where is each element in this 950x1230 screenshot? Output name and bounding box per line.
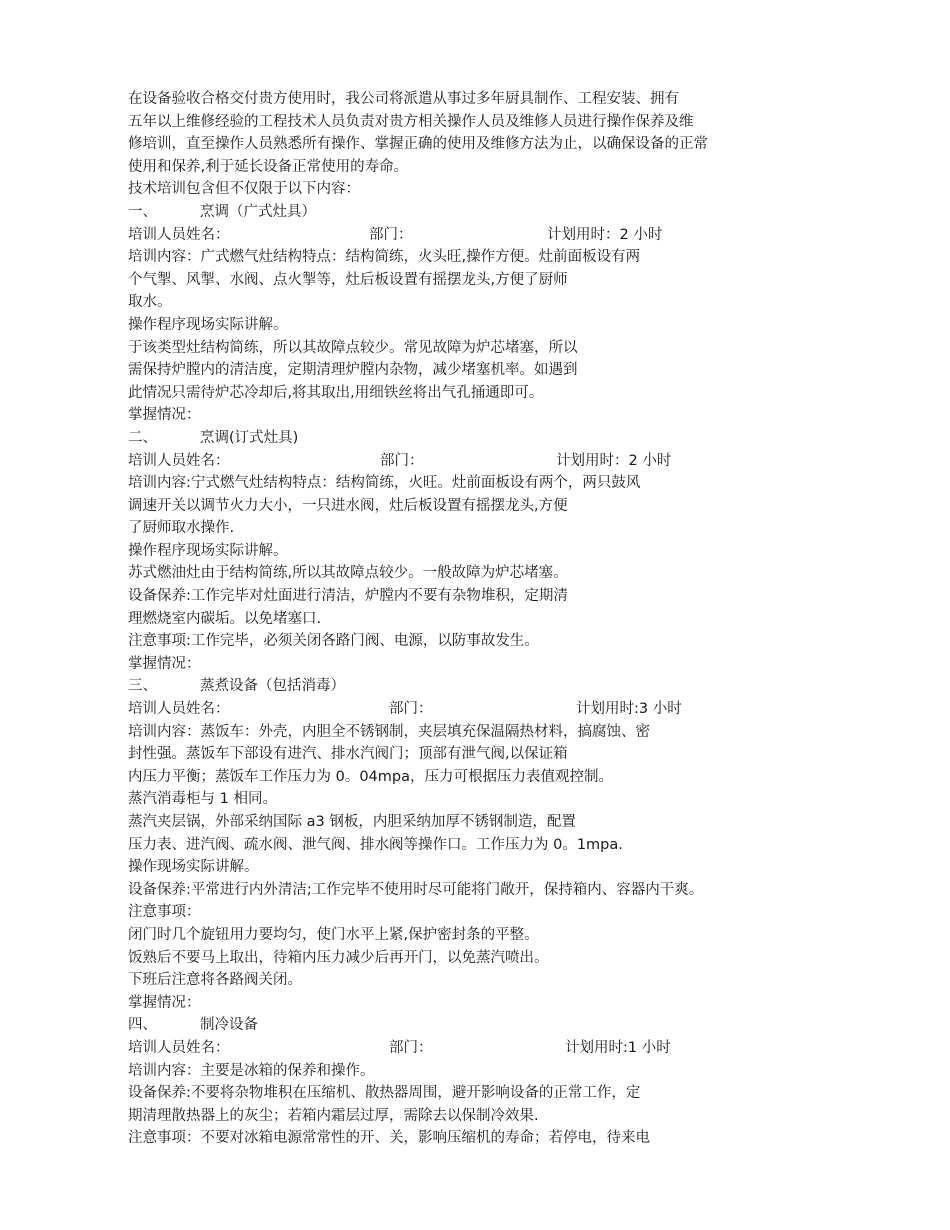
section-4-info-row [128, 1037, 910, 1060]
section-2-line-2: 调速开关以调节火力大小，一只进水阀，灶后板设置有摇摆龙头,方便 [128, 497, 568, 514]
intro-line-2: 五年以上维修经验的工程技术人员负责对贵方相关操作人员及维修人员进行操作保养及维 [128, 113, 694, 130]
section-3-line-4: 蒸汽消毒柜与 1 相同。 [128, 791, 277, 808]
section-4-heading [128, 1014, 910, 1037]
intro-line-3: 修培训，直至操作人员熟悉所有操作、掌握正确的使用及维修方法为止，以确保设备的正常 [128, 136, 708, 153]
trainee-name-label: 培训人员姓名： [128, 452, 230, 469]
section-2-line-7: 理燃烧室内碳垢。以免堵塞口. [128, 610, 322, 627]
planned-time-label: 计划用时：2 小时 [556, 452, 672, 469]
section-4-line-3: 期清理散热器上的灰尘；若箱内霜层过厚，需除去以保制冷效果. [128, 1107, 539, 1124]
section-2-line-9: 掌握情况： [128, 655, 201, 672]
section-3-line-6: 压力表、进汽阀、疏水阀、泄气阀、排水阀等操作口。工作压力为 0。1mpa. [128, 836, 623, 853]
section-4-line-4: 注意事项：不要对冰箱电源常常性的开、关，影响压缩机的寿命；若停电，待来电 [128, 1130, 650, 1147]
section-1-line-3: 取水。 [128, 294, 172, 311]
trainee-name-label: 培训人员姓名： [128, 701, 230, 718]
section-3-heading [128, 675, 910, 698]
section-1-line-7: 此情况只需待炉芯冷却后,将其取出,用细铁丝将出气孔捅通即可。 [128, 384, 544, 401]
section-1-line-5: 于该类型灶结构简练，所以其故障点较少。常见故障为炉芯堵塞，所以 [128, 339, 578, 356]
section-3-number: 三、 [128, 678, 157, 695]
section-2-line-6: 设备保养:工作完毕对灶面进行清洁，炉膛内不要有杂物堆积，定期清 [128, 588, 568, 605]
section-4-title: 制冷设备 [200, 1017, 258, 1034]
section-1-number: 一、 [128, 203, 157, 220]
section-3-line-8: 设备保养:平常进行内外清洁;工作完毕不使用时尽可能将门敞开，保持箱内、容器内干爽。 [128, 881, 704, 898]
section-3-line-7: 操作现场实际讲解。 [128, 859, 259, 876]
section-2-line-8: 注意事项:工作完毕，必须关闭各路门阀、电源，以防事故发生。 [128, 633, 539, 650]
section-1-heading [128, 201, 910, 224]
department-label: 部门： [369, 226, 413, 243]
section-1-info-row [128, 224, 910, 247]
planned-time-label: 计划用时:1 小时 [565, 1039, 671, 1056]
section-3-line-12: 下班后注意将各路阀关闭。 [128, 972, 302, 989]
section-1-line-2: 个气掣、风掣、水阀、点火掣等，灶后板设置有摇摆龙头,方便了厨师 [128, 271, 568, 288]
section-1-title: 烹调（广式灶具） [200, 203, 316, 220]
section-3-line-1: 培训内容：蒸饭车：外壳，内胆全不锈钢制，夹层填充保温隔热材料，搞腐蚀、密 [128, 723, 650, 740]
trainee-name-label: 培训人员姓名： [128, 226, 230, 243]
department-label: 部门： [389, 1039, 433, 1056]
section-4-line-1: 培训内容：主要是冰箱的保养和操作。 [128, 1062, 375, 1079]
section-2-line-4: 操作程序现场实际讲解。 [128, 542, 288, 559]
section-2-info-row [128, 450, 910, 473]
section-3-line-5: 蒸汽夹层锅，外部采纳国际 a3 钢板，内胆采纳加厚不锈钢制造，配置 [128, 814, 576, 830]
section-2-title: 烹调(订式灶具) [200, 429, 299, 446]
section-2-line-1: 培训内容:宁式燃气灶结构特点：结构简练，火旺。灶前面板设有两个，两只鼓风 [128, 475, 641, 492]
section-3-info-row [128, 698, 910, 721]
section-3-line-2: 封性强。蒸饭车下部设有进汽、排水汽阀门；顶部有泄气阀,以保证箱 [128, 746, 568, 763]
section-3-line-11: 饭熟后不要马上取出，待箱内压力减少后再开门，以免蒸汽喷出。 [128, 949, 549, 966]
section-3-title: 蒸煮设备（包括消毒） [200, 678, 345, 695]
section-1-line-8: 掌握情况： [128, 407, 201, 424]
section-1-line-1: 培训内容：广式燃气灶结构特点：结构简练，火头旺,操作方便。灶前面板设有两 [128, 249, 641, 266]
intro-line-4: 使用和保养,利于延长设备正常使用的寿命。 [128, 158, 409, 175]
section-3-line-9: 注意事项： [128, 904, 201, 921]
section-4-line-2: 设备保养:不要将杂物堆积在压缩机、散热器周围，避开影响设备的正常工作，定 [128, 1085, 641, 1102]
section-4-number: 四、 [128, 1017, 157, 1034]
section-2-line-3: 了厨师取水操作. [128, 520, 235, 537]
section-1-line-6: 需保持炉膛内的清洁度，定期清理炉膛内杂物，减少堵塞机率。如遇到 [128, 362, 578, 379]
department-label: 部门： [380, 452, 424, 469]
section-1-line-4: 操作程序现场实际讲解。 [128, 316, 288, 333]
section-3-line-3: 内压力平衡；蒸饭车工作压力为 0。04mpa，压力可根据压力表值观控制。 [128, 768, 613, 785]
section-3-line-10: 闭门时几个旋钮用力要均匀，使门水平上紧,保护密封条的平整。 [128, 926, 539, 943]
department-label: 部门： [389, 701, 433, 718]
planned-time-label: 计划用时:3 小时 [576, 701, 682, 718]
intro-line-5: 技术培训包含但不仅限于以下内容： [128, 181, 360, 198]
section-2-number: 二、 [128, 429, 157, 446]
section-2-line-5: 苏式燃油灶由于结构简练,所以其故障点较少。一般故障为炉芯堵塞。 [128, 565, 568, 582]
trainee-name-label: 培训人员姓名： [128, 1039, 230, 1056]
planned-time-label: 计划用时：2 小时 [547, 226, 663, 243]
section-3-line-13: 掌握情况： [128, 994, 201, 1011]
section-2-heading [128, 427, 910, 450]
intro-line-1: 在设备验收合格交付贵方使用时，我公司将派遣从事过多年厨具制作、工程安装、拥有 [128, 91, 679, 107]
